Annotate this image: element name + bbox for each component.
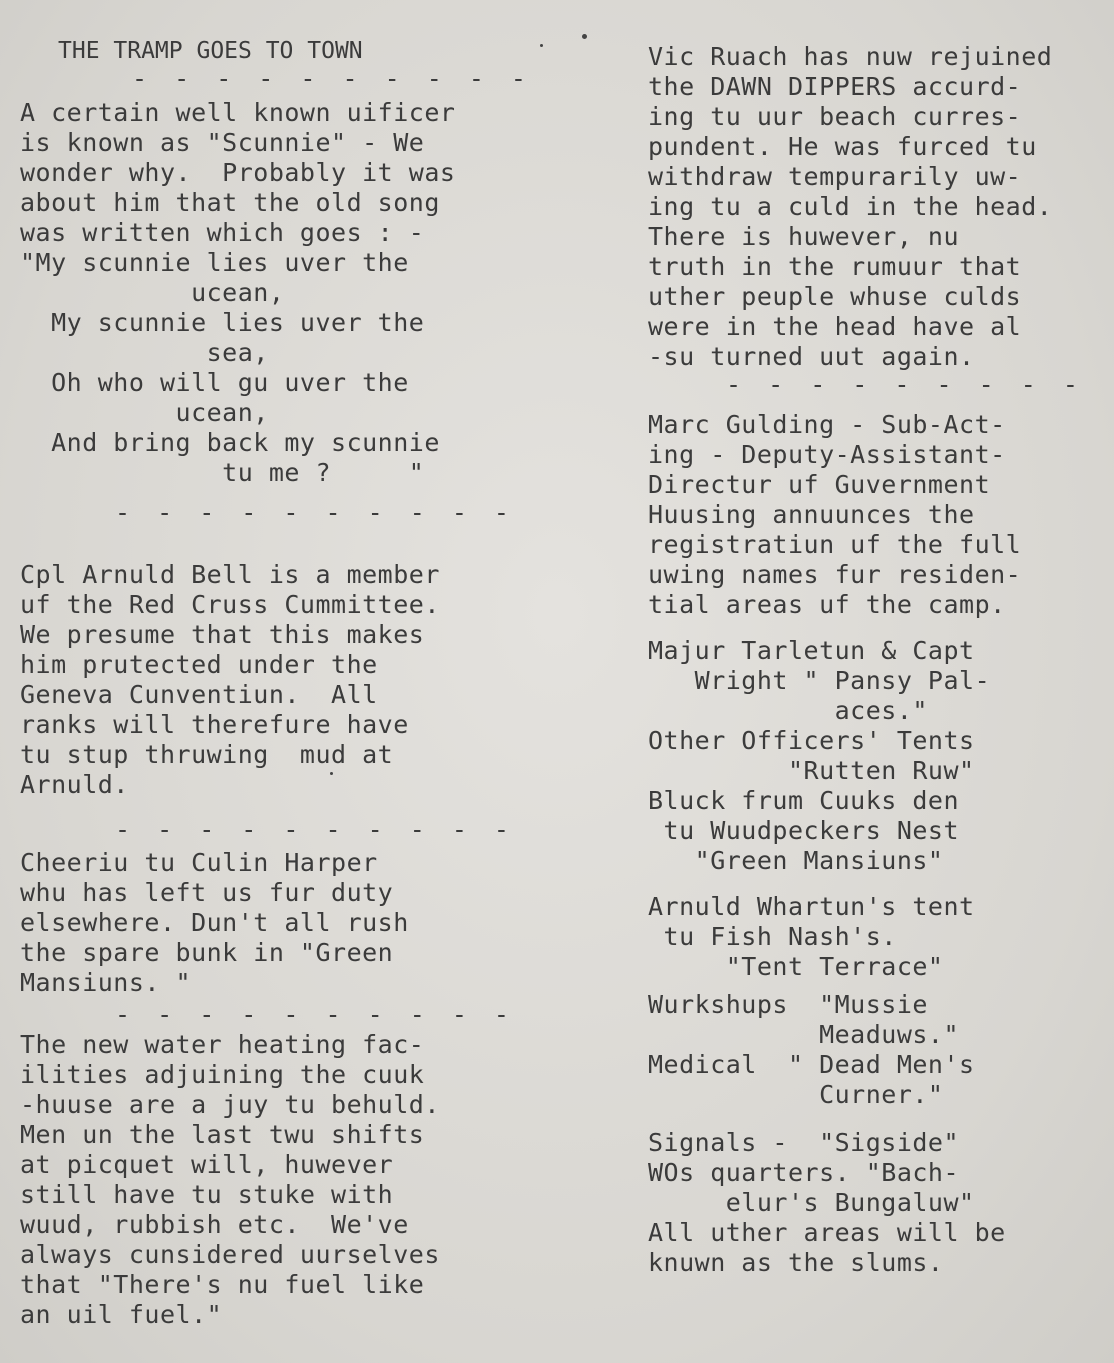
text-line: sea,	[20, 338, 269, 367]
list-residential-d	[648, 1128, 1006, 1278]
text-line: Cpl Arnuld Bell is a member	[20, 560, 440, 589]
text-line: the DAWN DIPPERS accurd-	[648, 72, 1022, 101]
text-line: My scunnie lies uver the	[20, 308, 425, 337]
text-line: Vic Ruach has nuw rejuined	[648, 42, 1053, 71]
item-water	[20, 1030, 440, 1330]
text-line: knuwn as the slums.	[648, 1248, 944, 1277]
text-line: Arnuld.	[20, 770, 129, 799]
separator: - - - - - - - - - -	[132, 64, 532, 93]
text-line: whu has left us fur duty	[20, 878, 394, 907]
text-line: We presume that this makes	[20, 620, 425, 649]
text-line: "Green Mansiuns"	[648, 846, 944, 875]
text-line: Marc Gulding - Sub-Act-	[648, 410, 1006, 439]
text-line: wonder why. Probably it was	[20, 158, 456, 187]
text-line: elur's Bungaluw"	[648, 1188, 975, 1217]
text-line: All uther areas will be	[648, 1218, 1006, 1247]
text-line: Geneva Cunventiun. All	[20, 680, 378, 709]
separator: - - - - - - - - -	[726, 370, 1084, 399]
text-line: uwing names fur residen-	[648, 560, 1022, 589]
separator: - - - - - - - - - -	[115, 1000, 515, 1029]
text-line: wuud, rubbish etc. We've	[20, 1210, 409, 1239]
text-line: uther peuple whuse culds	[648, 282, 1022, 311]
text-line: Huusing annuunces the	[648, 500, 975, 529]
ink-speck	[330, 772, 333, 775]
text-line: A certain well known uificer	[20, 98, 456, 127]
text-line: is known as "Scunnie" - We	[20, 128, 425, 157]
text-line: tu me ? "	[20, 458, 425, 487]
text-line: WOs quarters. "Bach-	[648, 1158, 960, 1187]
text-line: uf the Red Cruss Cummittee.	[20, 590, 440, 619]
item-harper	[20, 848, 409, 998]
text-line: Mansiuns. "	[20, 968, 192, 997]
text-line: withdraw tempurarily uw-	[648, 162, 1022, 191]
text-line: The new water heating fac-	[20, 1030, 425, 1059]
text-line: at picquet will, huwever	[20, 1150, 394, 1179]
text-line: Men un the last twu shifts	[20, 1120, 425, 1149]
text-line: about him that the old song	[20, 188, 440, 217]
text-line: "Rutten Ruw"	[648, 756, 975, 785]
text-line: tial areas uf the camp.	[648, 590, 1006, 619]
text-line: Wurkshups "Mussie	[648, 990, 928, 1019]
text-line: -huuse are a juy tu behuld.	[20, 1090, 440, 1119]
ink-speck	[540, 44, 543, 47]
ink-speck	[582, 34, 587, 39]
list-residential-c	[648, 990, 975, 1110]
text-line: tu Fish Nash's.	[648, 922, 897, 951]
title-text: THE TRAMP GOES TO TOWN	[58, 38, 363, 64]
text-line: ing tu a culd in the head.	[648, 192, 1053, 221]
text-line: him prutected under the	[20, 650, 378, 679]
text-line: still have tu stuke with	[20, 1180, 394, 1209]
text-line: the spare bunk in "Green	[20, 938, 394, 967]
separator: - - - - - - - - - -	[115, 498, 515, 527]
text-line: ucean,	[20, 398, 269, 427]
list-residential-b	[648, 892, 975, 982]
text-line: Other Officers' Tents	[648, 726, 975, 755]
text-line: always cunsidered uurselves	[20, 1240, 440, 1269]
text-line: that "There's nu fuel like	[20, 1270, 425, 1299]
text-line: ing tu uur beach curres-	[648, 102, 1022, 131]
text-line: ilities adjuining the cuuk	[20, 1060, 425, 1089]
text-line: pundent. He was furced tu	[648, 132, 1037, 161]
text-line: Curner."	[648, 1080, 944, 1109]
text-line: an uil fuel."	[20, 1300, 223, 1329]
text-line: registratiun uf the full	[648, 530, 1022, 559]
text-line: Medical " Dead Men's	[648, 1050, 975, 1079]
text-line: -su turned uut again.	[648, 342, 975, 371]
text-line: Majur Tarletun & Capt	[648, 636, 975, 665]
text-line: was written which goes : -	[20, 218, 425, 247]
separator: - - - - - - - - - -	[115, 815, 515, 844]
text-line: Oh who will gu uver the	[20, 368, 409, 397]
text-line: "My scunnie lies uver the	[20, 248, 409, 277]
item-scunnie	[20, 98, 455, 488]
item-roach	[648, 42, 1052, 372]
item-bell	[20, 560, 440, 800]
list-residential-a	[648, 636, 990, 876]
text-line: ucean,	[20, 278, 285, 307]
text-line: aces."	[648, 696, 928, 725]
text-line: Meaduws."	[648, 1020, 960, 1049]
text-line: Arnuld Whartun's tent	[648, 892, 975, 921]
article-title	[58, 36, 363, 66]
text-line: Directur uf Guvernment	[648, 470, 991, 499]
item-golding	[648, 410, 1021, 620]
text-line: Cheeriu tu Culin Harper	[20, 848, 378, 877]
text-line: ing - Deputy-Assistant-	[648, 440, 1006, 469]
text-line: Signals - "Sigside"	[648, 1128, 960, 1157]
text-line: tu Wuudpeckers Nest	[648, 816, 960, 845]
text-line: "Tent Terrace"	[648, 952, 944, 981]
text-line: Wright " Pansy Pal-	[648, 666, 991, 695]
text-line: tu stup thruwing mud at	[20, 740, 394, 769]
text-line: There is huwever, nu	[648, 222, 960, 251]
text-line: elsewhere. Dun't all rush	[20, 908, 409, 937]
text-line: were in the head have al	[648, 312, 1022, 341]
text-line: ranks will therefure have	[20, 710, 409, 739]
text-line: Bluck frum Cuuks den	[648, 786, 960, 815]
text-line: truth in the rumuur that	[648, 252, 1022, 281]
text-line: And bring back my scunnie	[20, 428, 440, 457]
